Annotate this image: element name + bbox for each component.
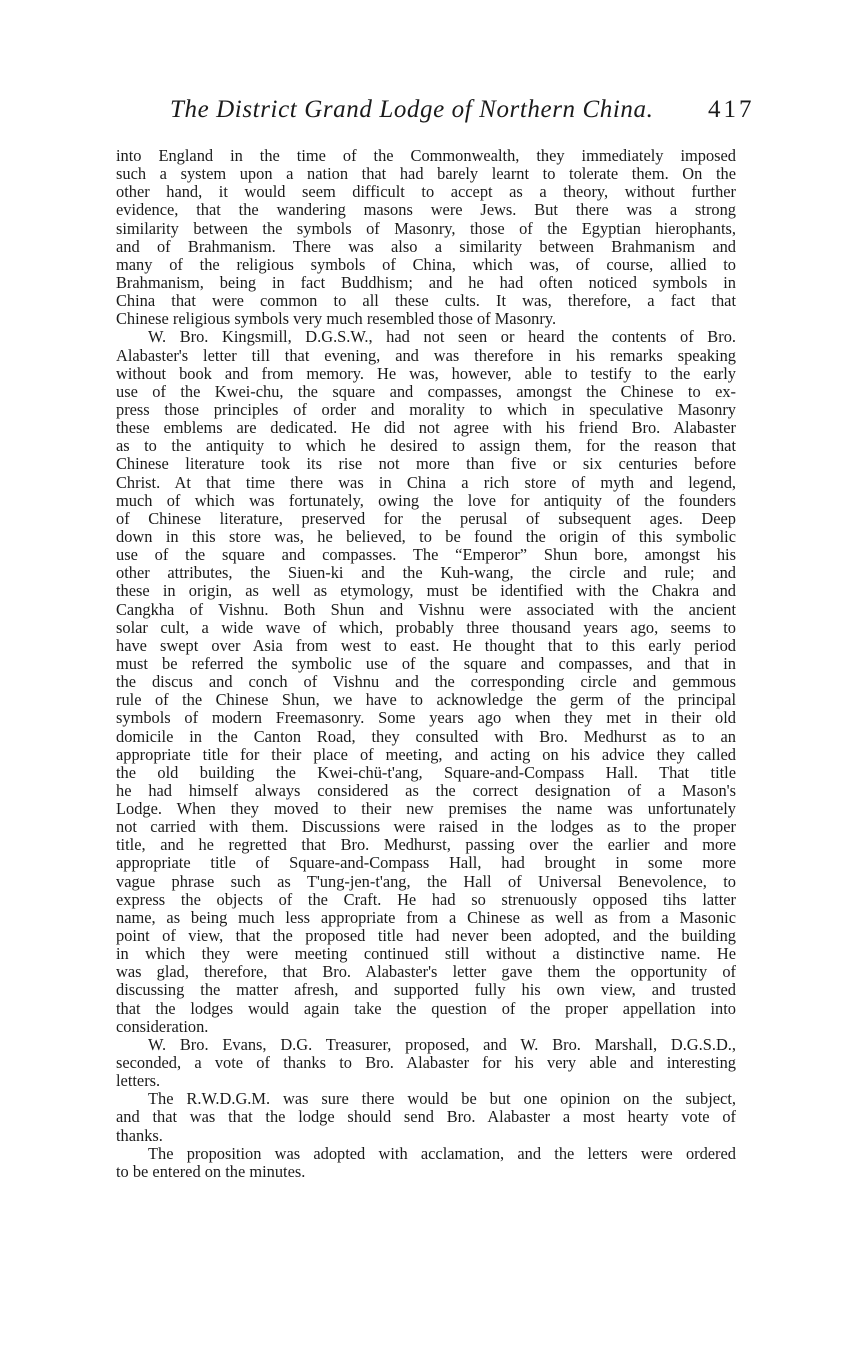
text-line: these in origin, as well as etymology, must be identified with the Chakra and xyxy=(116,581,736,601)
paragraph xyxy=(116,147,736,328)
page-number: 417 xyxy=(708,96,755,123)
text-line: similarity between the symbols of Masonry, those of the Egyptian hierophants, xyxy=(116,218,736,238)
text-line: Alabaster's letter till that evening, and was therefore in his remarks speaking xyxy=(116,345,736,365)
paragraph xyxy=(116,1090,736,1144)
text-line: such a system upon a nation that had barely learnt to tolerate them. On the xyxy=(116,164,736,184)
text-line: to be entered on the minutes. xyxy=(116,1161,306,1181)
text-line: W. Bro. Kingsmill, D.G.S.W., had not seen or heard the contents of Bro. xyxy=(148,327,736,347)
text-line: point of view, that the proposed title had never been adopted, and the building xyxy=(116,926,736,946)
text-line: he had himself always considered as the correct designation of a Mason's xyxy=(116,780,736,800)
paragraph xyxy=(116,1145,736,1181)
text-line: symbols of modern Freemasonry. Some years ago when they met in their old xyxy=(116,708,736,728)
text-line: solar cult, a wide wave of which, probably three thousand years ago, seems to xyxy=(116,617,736,637)
text-line: must be referred the symbolic use of the square and compasses, and that in xyxy=(116,653,736,673)
text-line: appropriate title of Square-and-Compass Hall, had brought in some more xyxy=(116,853,736,873)
text-line: appropriate title for their place of meeting, and acting on his advice they called xyxy=(116,744,736,764)
running-head-title: The District Grand Lodge of Northern China. xyxy=(170,96,654,123)
text-line: was glad, therefore, that Bro. Alabaster's letter gave them the opportunity of xyxy=(116,962,736,982)
text-line: as to the antiquity to which he desired to assign them, for the reason that xyxy=(116,436,736,456)
text-line: other hand, it would seem difficult to accept as a theory, without further xyxy=(116,182,736,202)
text-line: vague phrase such as T'ung-jen-t'ang, the Hall of Universal Benevolence, to xyxy=(116,871,736,891)
text-line: discussing the matter afresh, and supported fully his own view, and trusted xyxy=(116,980,736,1000)
text-line: and of Brahmanism. There was also a similarity between Brahmanism and xyxy=(116,236,736,256)
text-line: Lodge. When they moved to their new premises the name was unfortunately xyxy=(116,799,736,819)
text-line: consideration. xyxy=(116,1016,209,1036)
text-line: have swept over Asia from west to east. He thought that to this early period xyxy=(116,635,736,655)
text-line: many of the religious symbols of China, which was, of course, allied to xyxy=(116,254,736,274)
text-line: seconded, a vote of thanks to Bro. Alabaster for his very able and interesting xyxy=(116,1053,736,1073)
text-line: W. Bro. Evans, D.G. Treasurer, proposed, and W. Bro. Marshall, D.G.S.D., xyxy=(148,1034,736,1054)
paragraph xyxy=(116,1036,736,1090)
text-line: thanks. xyxy=(116,1125,163,1145)
body-text xyxy=(116,147,736,1181)
text-line: evidence, that the wandering masons were Jews. But there was a strong xyxy=(116,200,736,220)
text-line: into England in the time of the Commonwealth, they immediately imposed xyxy=(116,146,736,165)
text-line: other attributes, the Siuen-ki and the Kuh-wang, the circle and rule; and xyxy=(116,563,736,583)
text-line: Christ. At that time there was in China a rich store of myth and legend, xyxy=(116,472,736,492)
text-line: in which they were meeting continued still without a distinctive name. He xyxy=(116,944,736,964)
text-line: Chinese religious symbols very much resembled those of Masonry. xyxy=(116,309,557,329)
text-line: use of the Kwei-chu, the square and compasses, amongst the Chinese to ex- xyxy=(116,381,736,401)
text-line: these emblems are dedicated. He did not agree with his friend Bro. Alabaster xyxy=(116,418,736,438)
text-line: The proposition was adopted with acclamation, and the letters were ordered xyxy=(148,1143,736,1163)
text-line: letters. xyxy=(116,1071,161,1091)
text-line: rule of the Chinese Shun, we have to acknowledge the germ of the principal xyxy=(116,690,736,710)
text-line: use of the square and compasses. The “Emperor” Shun bore, amongst his xyxy=(116,545,736,565)
text-line: that the lodges would again take the question of the proper appellation into xyxy=(116,998,736,1018)
text-line: down in this store was, he believed, to be found the origin of this symbolic xyxy=(116,526,736,546)
text-line: the discus and conch of Vishnu and the corresponding circle and gemmous xyxy=(116,672,736,692)
text-line: of Chinese literature, preserved for the perusal of subsequent ages. Deep xyxy=(116,508,736,528)
text-line: without book and from memory. He was, however, able to testify to the early xyxy=(116,363,736,383)
paragraph xyxy=(116,328,736,1035)
text-line: the old building the Kwei-chü-t'ang, Square-and-Compass Hall. That title xyxy=(116,762,736,782)
text-line: and that was that the lodge should send Bro. Alabaster a most hearty vote of xyxy=(116,1107,736,1127)
text-line: The R.W.D.G.M. was sure there would be but one opinion on the subject, xyxy=(148,1089,736,1109)
text-line: much of which was fortunately, owing the love for antiquity of the founders xyxy=(116,490,736,510)
text-line: Brahmanism, being in fact Buddhism; and he had often noticed symbols in xyxy=(116,272,736,292)
text-line: name, as being much less appropriate from a Chinese as well as from a Masonic xyxy=(116,907,736,927)
text-line: Cangkha of Vishnu. Both Shun and Vishnu were associated with the ancient xyxy=(116,599,736,619)
text-line: China that were common to all these cults. It was, therefore, a fact that xyxy=(116,291,736,311)
text-line: Chinese literature took its rise not more than five or six centuries before xyxy=(116,454,736,474)
text-line: express the objects of the Craft. He had so strenuously opposed tihs latter xyxy=(116,889,736,909)
text-line: not carried with them. Discussions were raised in the lodges as to the proper xyxy=(116,817,736,837)
text-line: title, and he regretted that Bro. Medhurst, passing over the earlier and more xyxy=(116,835,736,855)
text-line: domicile in the Canton Road, they consulted with Bro. Medhurst as to an xyxy=(116,726,736,746)
text-line: press those principles of order and morality to which in speculative Masonry xyxy=(116,399,736,419)
